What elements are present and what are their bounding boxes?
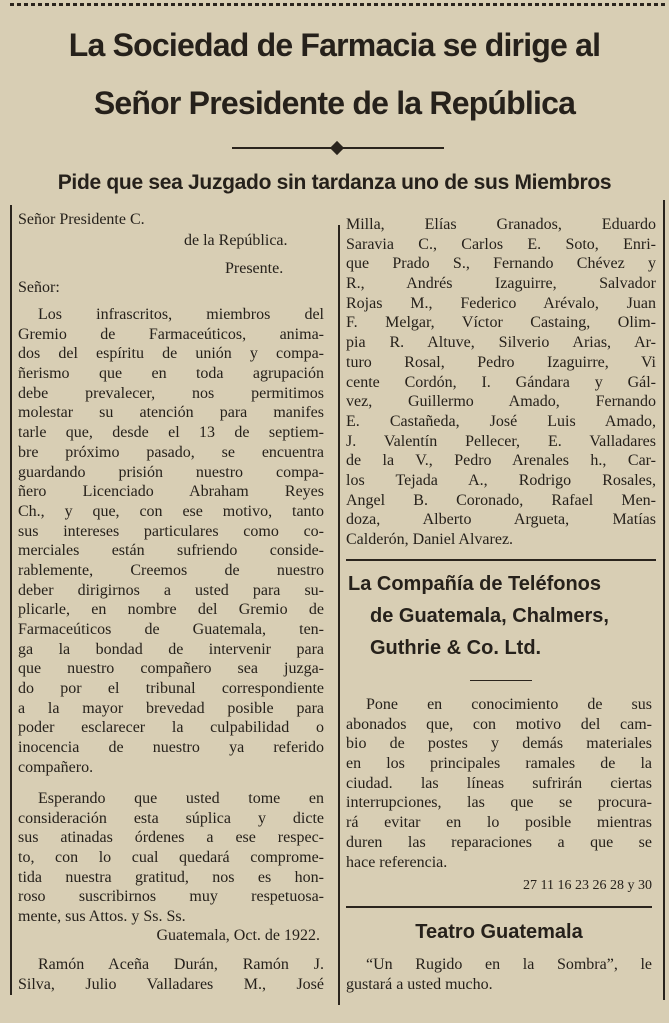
column-divider [338, 225, 340, 1005]
text-line: Angel B. Coronado, Rafael Men- [346, 491, 656, 509]
letter-paragraph-1 [18, 305, 324, 778]
text-line: molestar su atención para manifes [18, 404, 324, 422]
text-line: Calderón, Daniel Alvarez. [346, 531, 514, 548]
text-line: ciudad. las líneas sufrirán ciertas [346, 774, 652, 792]
right-border [663, 200, 665, 1000]
text-line: vez, Guillermo Amado, Fernando [346, 393, 656, 411]
text-line: sus intereses particulares como co- [18, 522, 324, 540]
telefonos-body [346, 695, 652, 872]
text-line: Pone en conocimiento de sus [366, 696, 652, 713]
teatro-body [346, 955, 652, 994]
text-line: dos del espíritu de unión y compa- [18, 345, 324, 363]
section-rule-2 [346, 906, 652, 908]
teatro-heading: Teatro Guatemala [415, 921, 583, 943]
headline-line-1: La Sociedad de Farmacia se dirige al [68, 27, 601, 63]
left-border [10, 205, 12, 995]
text-line: do por el tribunal correspondiente [18, 680, 324, 698]
text-line: Los infrascritos, miembros del [38, 306, 324, 323]
text-line: en los principales ramales de la [346, 755, 652, 773]
text-line: bio de postes y demás materiales [346, 735, 652, 753]
text-line: interrupciones, las que se procura- [346, 794, 652, 812]
text-line: plicarle, en nombre del Gremio de [18, 601, 324, 619]
text-line: rá evitar en lo posible mientras [346, 814, 652, 832]
text-line: los Tejada A., Rodrigo Rosales, [346, 471, 656, 489]
text-line: rablemente, Creemos de nuestro [18, 561, 324, 579]
text-line: hace referencia. [346, 853, 448, 871]
text-line: compañero. [18, 758, 94, 776]
text-line: Ch., y que, con ese motivo, tanto [18, 502, 324, 520]
salutation-line-1: Señor Presidente C. [18, 211, 145, 228]
text-line: consideración esta súplica y dicte [18, 809, 324, 827]
text-line: to, con lo cual quedará comprome- [18, 849, 324, 867]
text-line: poder esclarecer la culpabilidad o [18, 719, 324, 737]
section-rule [346, 559, 656, 561]
salutation-line-2: de la República. [184, 232, 288, 249]
text-line: Farmaceúticos de Guatemala, ten- [18, 621, 324, 638]
text-line: tida nuestra gratitud, nos es hon- [18, 868, 324, 886]
text-line: gustará a usted mucho. [346, 975, 493, 993]
text-line: deber dirigirnos a usted para su- [18, 581, 324, 599]
text-line: Rojas M., Federico Arévalo, Juan [346, 294, 656, 312]
top-ornamental-border [10, 3, 665, 6]
text-line: debe prevalecer, nos permitimos [18, 384, 324, 402]
short-rule [470, 680, 532, 681]
text-line: guardando prisión nuestro compa- [18, 463, 324, 481]
text-line: R., Andrés Izaguirre, Salvador [346, 275, 656, 293]
text-line: cente Cordón, I. Gándara y Gál- [346, 373, 656, 391]
text-line: Saravia C., Carlos E. Soto, Enri- [346, 235, 656, 253]
text-line: turo Rosal, Pedro Izaguirre, Vi [346, 353, 656, 371]
dateline: Guatemala, Oct. de 1922. [156, 927, 320, 944]
text-line: inocencia de nuestro ya referido [18, 739, 324, 757]
text-line: sus atinadas órdenes a ese respec- [18, 829, 324, 847]
text-line: a la mayor brevedad posible para [18, 699, 324, 717]
signatures-left [18, 955, 324, 994]
text-line: tarle que, desde el 13 de septiem- [18, 424, 324, 442]
text-line: Milla, Elías Granados, Eduardo [346, 216, 656, 233]
text-line: que nuestro compañero sea juzga- [18, 660, 324, 678]
subheadline: Pide que sea Juzgado sin tardanza uno de sus Miembros [57, 171, 612, 194]
headline-line-2: Señor Presidente de la República [93, 85, 576, 121]
text-line: duren las reparaciones a que se [346, 833, 652, 851]
text-line: roso suscribirnos muy respetuosa- [18, 888, 324, 906]
letter-paragraph-2 [18, 789, 324, 927]
ornament-diamond [330, 141, 344, 155]
signatures-right [346, 215, 656, 550]
text-line: “Un Rugido en la Sombra”, le [366, 956, 652, 973]
text-line: E. Castañeda, José Luis Amado, [346, 412, 656, 430]
text-line: pia R. Altuve, Silverio Arias, Ar- [346, 334, 656, 352]
text-line: J. Valentín Pellecer, E. Valladares [346, 432, 656, 450]
text-line: Ramón Aceña Durán, Ramón J. [38, 956, 324, 973]
text-line: doza, Alberto Argueta, Matías [346, 511, 656, 529]
telefonos-run-dates: 27 11 16 23 26 28 y 30 [523, 878, 652, 893]
text-line: Gremio de Farmaceúticos, anima- [18, 325, 324, 343]
text-line: mente, sus Attos. y Ss. Ss. [18, 908, 186, 926]
salutation-line-3: Presente. [225, 260, 284, 277]
text-line: abonados que, con motivo del cam- [346, 715, 652, 733]
telefonos-heading-3: Guthrie & Co. Ltd. [370, 637, 542, 659]
telefonos-heading-1: La Compañía de Teléfonos [348, 573, 601, 595]
text-line: que Prado S., Fernando Chévez y [346, 255, 656, 273]
text-line: F. Melgar, Víctor Castaing, Olim- [346, 314, 656, 332]
text-line: ñerismo que en toda agrupación [18, 365, 324, 383]
text-line: ñero Licenciado Abraham Reyes [18, 483, 324, 501]
salutation-line-4: Señor: [18, 279, 60, 296]
telefonos-heading-2: de Guatemala, Chalmers, [370, 605, 609, 627]
text-line: ga la bondad de intervenir para [18, 640, 324, 658]
text-line: Esperando que usted tome en [38, 790, 324, 807]
text-line: Silva, Julio Valladares M., José [18, 975, 324, 993]
text-line: merciales están sufriendo conside- [18, 542, 324, 560]
text-line: bre próximo pasado, se encuentra [18, 443, 324, 461]
text-line: de la V., Pedro Arenales h., Car- [346, 452, 656, 470]
